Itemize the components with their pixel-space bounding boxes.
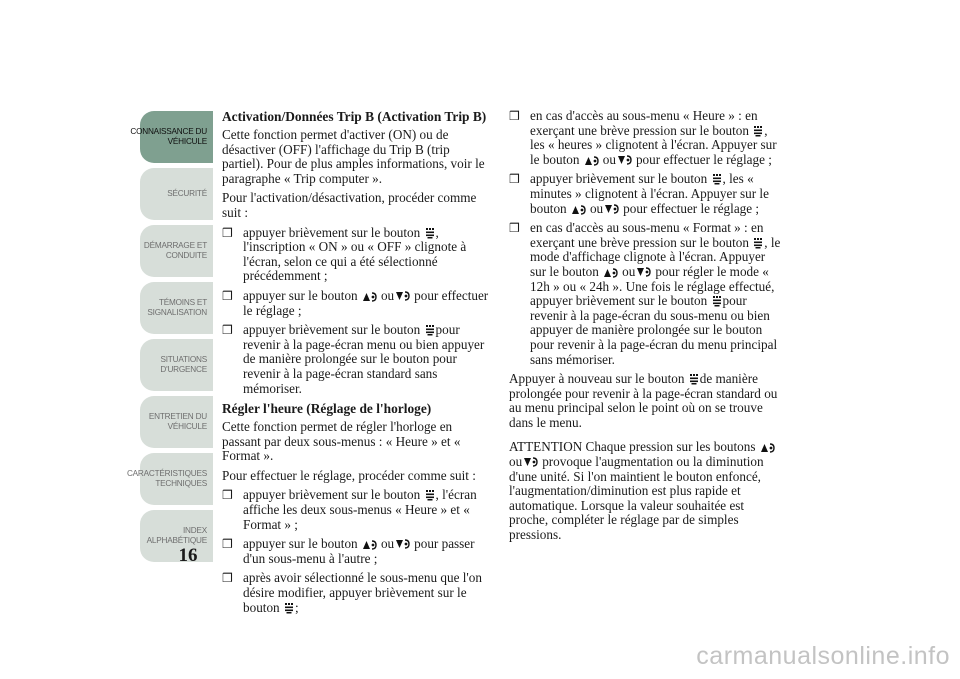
section-tab-label: ALPHABÉTIQUE: [146, 536, 207, 545]
down-arrow-button-icon: [395, 290, 413, 302]
page-number: 16: [178, 545, 198, 566]
up-arrow-button-icon: [362, 290, 380, 302]
up-arrow-button-icon: [760, 441, 778, 453]
bullet-item: ❒ en cas d'accès au sous-menu « Format » : en exerçant une brève pression sur le bouton , le mode d'affichage clignote à l'écran. Appuyer sur le bouton ou pour régler le mode « 12h » ou « 24h ». Une fois le réglage effectué, appuyer brièvement sur le bouton pour revenir à la page-écran du sous-menu ou bien appuyer de manière prolongée sur le bouton pour revenir à la page-écran du menu principal sans mémoriser.: [509, 220, 781, 367]
section-tab-label: DÉMARRAGE ET: [143, 241, 207, 250]
menu-button-icon: [753, 237, 763, 249]
menu-button-icon: [425, 227, 435, 239]
section-tab-label: VÉHICULE: [167, 137, 207, 146]
section-tab-label: VÉHICULE: [167, 422, 207, 431]
checkbox-bullet: ❒: [509, 221, 520, 236]
bullet-item: ❒ appuyer brièvement sur le bouton , l'écran affiche les deux sous-menus « Heure » et « Format » ;: [222, 487, 477, 532]
menu-button-icon: [753, 125, 763, 137]
down-arrow-button-icon: [617, 154, 635, 166]
menu-button-icon: [689, 373, 699, 385]
checkbox-bullet: ❒: [222, 225, 233, 240]
section-tab-label: CONDUITE: [165, 251, 207, 260]
menu-button-icon: [425, 324, 435, 336]
heading-trip-b: Activation/Données Trip B (Activation Trip B): [222, 109, 487, 124]
section-tab[interactable]: [130, 111, 213, 163]
up-arrow-button-icon: [571, 203, 589, 215]
paragraph: Appuyer à nouveau sur le bouton de manière prolongée pour revenir à la page-écran standard ou au menu principal selon le point où on se trouve dans le menu.: [509, 371, 778, 430]
up-arrow-button-icon: [603, 266, 621, 278]
checkbox-bullet: ❒: [222, 488, 233, 503]
checkbox-bullet: ❒: [222, 288, 233, 303]
section-tab-label: SIGNALISATION: [147, 308, 207, 317]
bullet-item: ❒ appuyer brièvement sur le bouton , les « minutes » clignotent à l'écran. Appuyer sur le bouton ou pour effectuer le réglage ;: [509, 171, 769, 216]
up-arrow-button-icon: [584, 154, 602, 166]
watermark: carmanualsonline.info: [696, 642, 950, 670]
paragraph: Pour effectuer le réglage, procéder comme suit :: [222, 467, 476, 483]
menu-button-icon: [712, 173, 722, 185]
section-tab[interactable]: [140, 282, 213, 334]
section-tab[interactable]: [140, 225, 213, 277]
section-tab-label: SITUATIONS: [160, 355, 207, 364]
paragraph: Cette fonction permet de régler l'horloge en passant par deux sous-menus : « Heure » et « Format ».: [222, 419, 461, 464]
paragraph: Cette fonction permet d'activer (ON) ou de désactiver (OFF) l'affichage du Trip B (trip partiel). Pour de plus amples informations, voir le paragraphe « Trip computer ».: [222, 127, 485, 186]
section-tab-label: ENTRETIEN DU: [148, 412, 207, 421]
bullet-item: ❒ appuyer sur le bouton ou pour passer d'un sous-menu à l'autre ;: [222, 536, 475, 566]
section-tab[interactable]: [140, 396, 213, 448]
section-tab-label: CONNAISSANCE DU: [130, 127, 207, 136]
section-tab-label: CARACTÉRISTIQUES: [126, 469, 207, 478]
section-tab-label: TÉMOINS ET: [158, 298, 207, 307]
section-tab[interactable]: [140, 168, 213, 220]
bullet-item: ❒ appuyer sur le bouton ou pour effectuer le réglage ;: [222, 287, 489, 318]
section-tab-label: D'URGENCE: [160, 365, 207, 374]
bullet-item: ❒ après avoir sélectionné le sous-menu que l'on désire modifier, appuyer brièvement sur le bouton ;: [222, 570, 482, 615]
paragraph: Pour l'activation/désactivation, procéder comme suit :: [222, 190, 477, 220]
checkbox-bullet: ❒: [222, 323, 233, 338]
checkbox-bullet: ❒: [509, 109, 520, 123]
bullet-item: ❒ appuyer brièvement sur le bouton , l'inscription « ON » ou « OFF » clignote à l'écran, selon ce qui a été sélectionné précédemment ;: [222, 224, 467, 284]
left-text-column: [222, 109, 494, 620]
menu-button-icon: [712, 295, 722, 307]
section-tab-label: SÉCURITÉ: [167, 189, 207, 198]
down-arrow-button-icon: [636, 266, 654, 278]
up-arrow-button-icon: [362, 538, 380, 550]
section-tab-label: INDEX: [182, 526, 207, 535]
checkbox-bullet: ❒: [222, 571, 233, 586]
menu-button-icon: [425, 489, 435, 501]
menu-button-icon: [284, 602, 294, 614]
checkbox-bullet: ❒: [509, 172, 520, 187]
bullet-item: ❒ en cas d'accès au sous-menu « Heure » : en exerçant une brève pression sur le bouton , les « heures » clignotent à l'écran. Appuyer sur le bouton ou pour effectuer le réglage ;: [509, 108, 777, 167]
section-tabs: [126, 111, 213, 567]
section-tab-label: TECHNIQUES: [155, 479, 207, 488]
section-tab[interactable]: [126, 453, 213, 505]
section-tab[interactable]: [140, 339, 213, 391]
right-text-column: [509, 109, 784, 548]
down-arrow-button-icon: [395, 538, 413, 550]
bullet-item: ❒ appuyer brièvement sur le bouton pour revenir à la page-écran menu ou bien appuyer de manière prolongée sur le bouton pour revenir à la page-écran standard sans mémoriser.: [222, 322, 485, 396]
checkbox-bullet: ❒: [222, 537, 233, 552]
paragraph-attention: ATTENTION Chaque pression sur les boutons ou provoque l'augmentation ou la diminution d'une unité. Si l'on maintient le bouton enfoncé, l'augmentation/diminution est plus rapide et automatique. Lorsque la valeur souhaitée est proche, compléter le réglage par de simples pressions.: [509, 440, 784, 542]
down-arrow-button-icon: [604, 203, 622, 215]
heading-clock: Régler l'heure (Réglage de l'horloge): [222, 401, 432, 417]
down-arrow-button-icon: [523, 456, 541, 468]
